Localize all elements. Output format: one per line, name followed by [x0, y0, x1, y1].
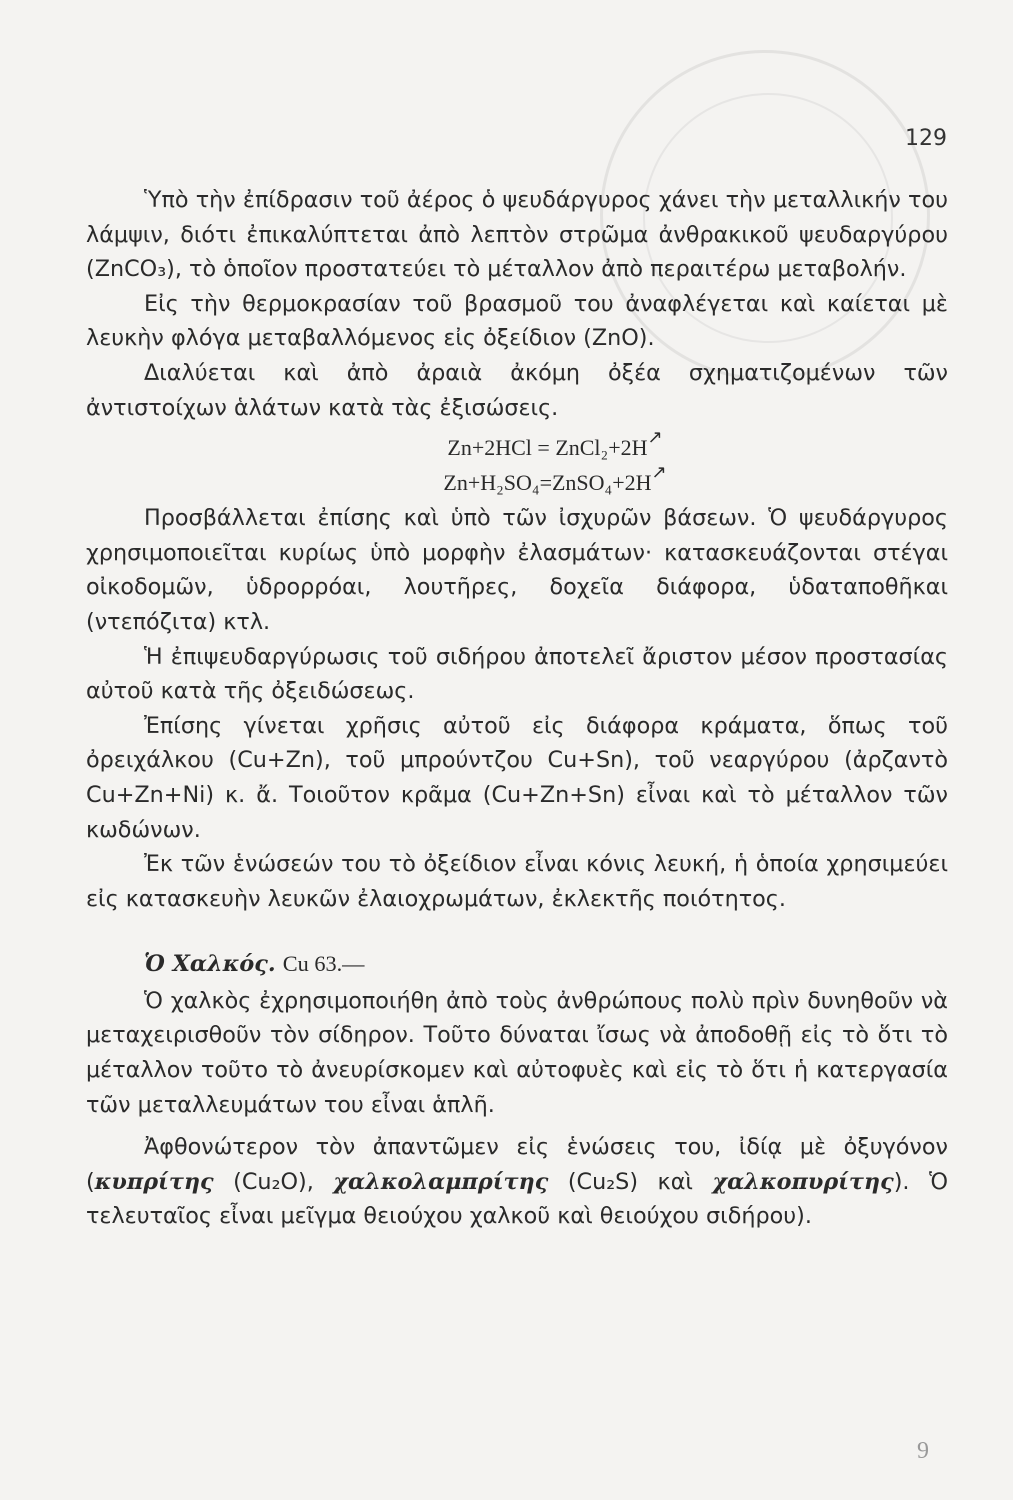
mineral-term: κυπρίτης: [94, 1168, 214, 1195]
equation-zn-hcl: Zn+2HCl = ZnCl₂+2H: [447, 435, 648, 461]
mineral-term: χαλκολαμπρίτης: [333, 1168, 549, 1195]
text-run: (Cu₂S) καὶ: [548, 1168, 713, 1195]
paragraph-zinc-acids: Διαλύεται καὶ ἀπὸ ἀραιὰ ἀκόμη ὀξέα σχηματιζομένων τῶν ἀντιστοίχων ἁλάτων κατὰ τὰς ἐξισώσεις.: [86, 359, 948, 421]
page-body: [86, 183, 948, 1234]
text-run: Ἀφθονώτερον τὸν ἀπαντῶμεν εἰς ἑνώσεις του, ἰδίᾳ μὲ ὀξυγόνον (: [86, 1134, 948, 1195]
paragraph-zinc-oxide: Ἐκ τῶν ἑνώσεών του τὸ ὀξείδιον εἶναι κόνις λευκή, ἡ ὁποία χρησιμεύει εἰς κατασκευὴν λευκῶν ἐλαιοχρωμάτων, ἐκλεκτῆς ποιότητος.: [86, 851, 948, 912]
paragraph-copper-ores: [86, 1130, 948, 1234]
signature-mark: 9: [917, 1438, 929, 1464]
section-title: Ὁ Χαλκός.: [144, 951, 276, 978]
equation-zn-h2so4: Zn+H₂SO₄=ZnSO₄+2H: [443, 470, 652, 496]
gas-arrow-icon: ↗: [651, 462, 667, 483]
text-run: (Cu₂O),: [213, 1168, 334, 1195]
mineral-term: χαλκοπυρίτης: [712, 1168, 894, 1195]
paragraph-zinc-air: Ὑπὸ τὴν ἐπίδρασιν τοῦ ἀέρος ὁ ψευδάργυρος χάνει τὴν μεταλλικήν του λάμψιν, διότι ἐπικαλύπτεται ἀπὸ λεπτὸν στρῶμα ἀνθρακικοῦ ψευδαργύρου (ZnCO₃), τὸ ὁποῖον προστατεύει τὸ μέταλλον ἀπὸ περαιτέρω μεταβολήν.: [86, 187, 948, 283]
equation-block: [124, 425, 986, 501]
section-formula: Cu 63.—: [282, 951, 365, 977]
paragraph-galvanizing: Ἡ ἐπιψευδαργύρωσις τοῦ σιδήρου ἀποτελεῖ ἄριστον μέσον προστασίας αὐτοῦ κατὰ τῆς ὀξειδώσεως.: [86, 643, 948, 705]
equation-line: [124, 427, 986, 466]
paragraph-zinc-burning: Εἰς τὴν θερμοκρασίαν τοῦ βρασμοῦ του ἀναφλέγεται καὶ καίεται μὲ λευκὴν φλόγα μεταβαλλόμενος εἰς ὀξείδιον (ZnO).: [86, 290, 948, 352]
paragraph-alloys: Ἐπίσης γίνεται χρῆσις αὐτοῦ εἰς διάφορα κράματα, ὅπως τοῦ ὀρειχάλκου (Cu+Zn), τοῦ μπρούντζου Cu+Sn), τοῦ νεαργύρου (ἀρζαντὸ Cu+Zn+Ni) κ. ἄ. Τοιοῦτον κρᾶμα (Cu+Zn+Sn) εἶναι καὶ τὸ μέταλλον τῶν κωδώνων.: [86, 712, 948, 843]
page-number: 129: [905, 126, 947, 151]
paragraph-zinc-uses: Προσβάλλεται ἐπίσης καὶ ὑπὸ τῶν ἰσχυρῶν βάσεων. Ὁ ψευδάργυρος χρησιμοποιεῖται κυρίως ὑπὸ μορφὴν ἐλασμάτων· κατασκευάζονται στέγαι οἰκοδομῶν, ὑδρορρόαι, λουτῆρες, δοχεῖα διάφορα, ὑδαταποθῆκαι (ντεπόζιτα) κτλ.: [86, 505, 948, 635]
section-heading-copper: [86, 947, 948, 982]
text-run: ). Ὁ τελευταῖος εἶναι μεῖγμα θειούχου χαλκοῦ καὶ θειούχου σιδήρου).: [86, 1168, 948, 1230]
gas-arrow-icon: ↗: [647, 427, 663, 448]
equation-line: [124, 462, 986, 501]
paragraph-copper-history: Ὁ χαλκὸς ἐχρησιμοποιήθη ἀπὸ τοὺς ἀνθρώπους πολὺ πρὶν δυνηθοῦν νὰ μεταχειρισθοῦν τὸν σίδηρον. Τοῦτο δύναται ἴσως νὰ ἀποδοθῇ εἰς τὸ ὅτι τὸ μέταλλον τοῦτο τὸ ἀνευρίσκομεν καὶ αὐτοφυὲς καὶ εἰς τὸ ὅτι ἡ κατεργασία τῶν μεταλλευμάτων του εἶναι ἁπλῆ.: [86, 987, 948, 1118]
